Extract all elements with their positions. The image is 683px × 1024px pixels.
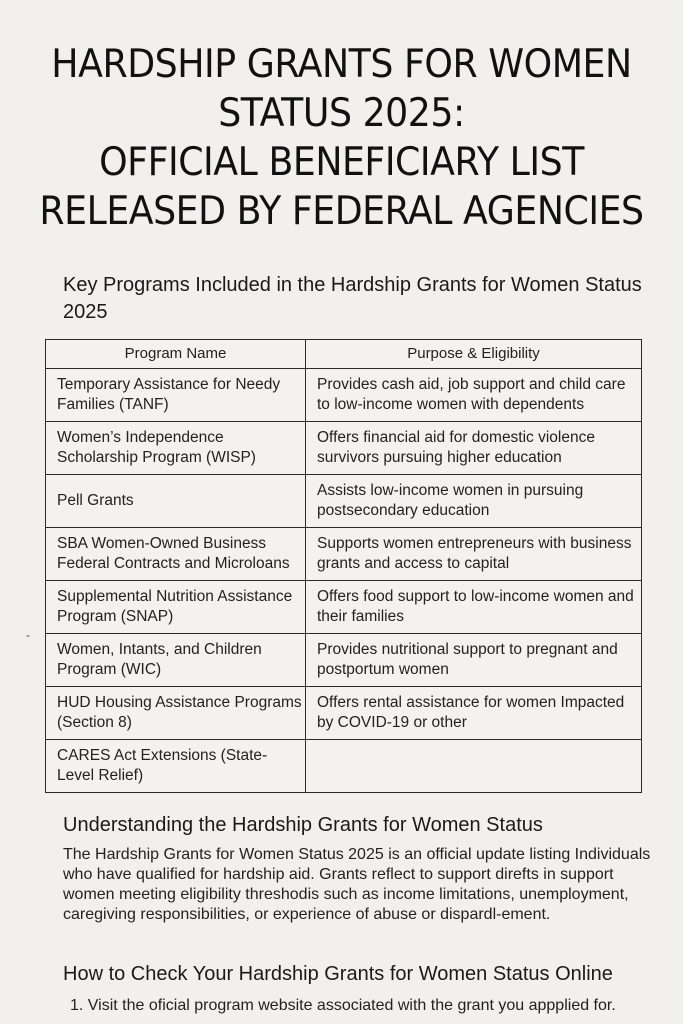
table-row bbox=[46, 369, 642, 422]
page-title bbox=[24, 40, 659, 236]
table-row bbox=[46, 687, 642, 740]
program-name: HUD Housing Assistance Programs (Section 8) bbox=[46, 687, 306, 740]
column-header-program: Program Name bbox=[46, 340, 306, 369]
programs-table bbox=[45, 339, 642, 793]
program-name: CARES Act Extensions (State-Level Relief) bbox=[46, 740, 306, 793]
understanding-paragraph: The Hardship Grants for Women Status 2025 is an official update listing Individuals who have qualified for hardship aid. Grants reflect to support direfts in support women meeting eligibility threshodis such as income limitations, unemployment, caregiving responsibilities, or experience of abuse or dispardl-ement. bbox=[63, 846, 651, 923]
table-header-row bbox=[46, 340, 642, 369]
table-row bbox=[46, 528, 642, 581]
program-name: Temporary Assistance for Needy Families (TANF) bbox=[46, 369, 306, 422]
table-row bbox=[46, 475, 642, 528]
column-header-purpose: Purpose & Eligibility bbox=[306, 340, 642, 369]
programs-heading: Key Programs Included in the Hardship Grants for Women Status 2025 bbox=[63, 274, 642, 323]
program-purpose: Provides nutritional support to pregnant and postportum women bbox=[306, 634, 642, 687]
understanding-heading: Understanding the Hardship Grants for Women Status bbox=[63, 814, 543, 836]
program-purpose: Offers financial aid for domestic violence survivors pursuing higher education bbox=[306, 422, 642, 475]
program-name: Women’s Independence Scholarship Program (WISP) bbox=[46, 422, 306, 475]
program-purpose: Offers food support to low-income women and their families bbox=[306, 581, 642, 634]
title-line: OFFICIAL BENEFICIARY LIST bbox=[99, 140, 584, 185]
table-row bbox=[46, 422, 642, 475]
program-purpose: Supports women entrepreneurs with business grants and access to capital bbox=[306, 528, 642, 581]
margin-mark: - bbox=[26, 628, 30, 642]
title-line: RELEASED BY FEDERAL AGENCIES bbox=[39, 189, 644, 234]
table-row bbox=[46, 634, 642, 687]
program-name: Supplemental Nutrition Assistance Program (SNAP) bbox=[46, 581, 306, 634]
check-online-heading: How to Check Your Hardship Grants for Women Status Online bbox=[63, 963, 613, 985]
program-purpose: Provides cash aid, job support and child care to low-income women with dependents bbox=[306, 369, 642, 422]
program-name: Pell Grants bbox=[46, 475, 306, 528]
program-purpose bbox=[306, 740, 642, 793]
program-purpose: Offers rental assistance for women Impacted by COVID-19 or other bbox=[306, 687, 642, 740]
title-line: HARDSHIP GRANTS FOR WOMEN bbox=[51, 42, 632, 87]
table-row bbox=[46, 581, 642, 634]
program-purpose: Assists low-income women in pursuing postsecondary education bbox=[306, 475, 642, 528]
title-line: STATUS 2025: bbox=[218, 91, 465, 136]
table-row bbox=[46, 740, 642, 793]
program-name: Women, Intants, and Children Program (WIC) bbox=[46, 634, 306, 687]
step-item: 1. Visit the oficial program website associated with the grant you appplied for. bbox=[70, 997, 616, 1014]
program-name: SBA Women-Owned Business Federal Contracts and Microloans bbox=[46, 528, 306, 581]
